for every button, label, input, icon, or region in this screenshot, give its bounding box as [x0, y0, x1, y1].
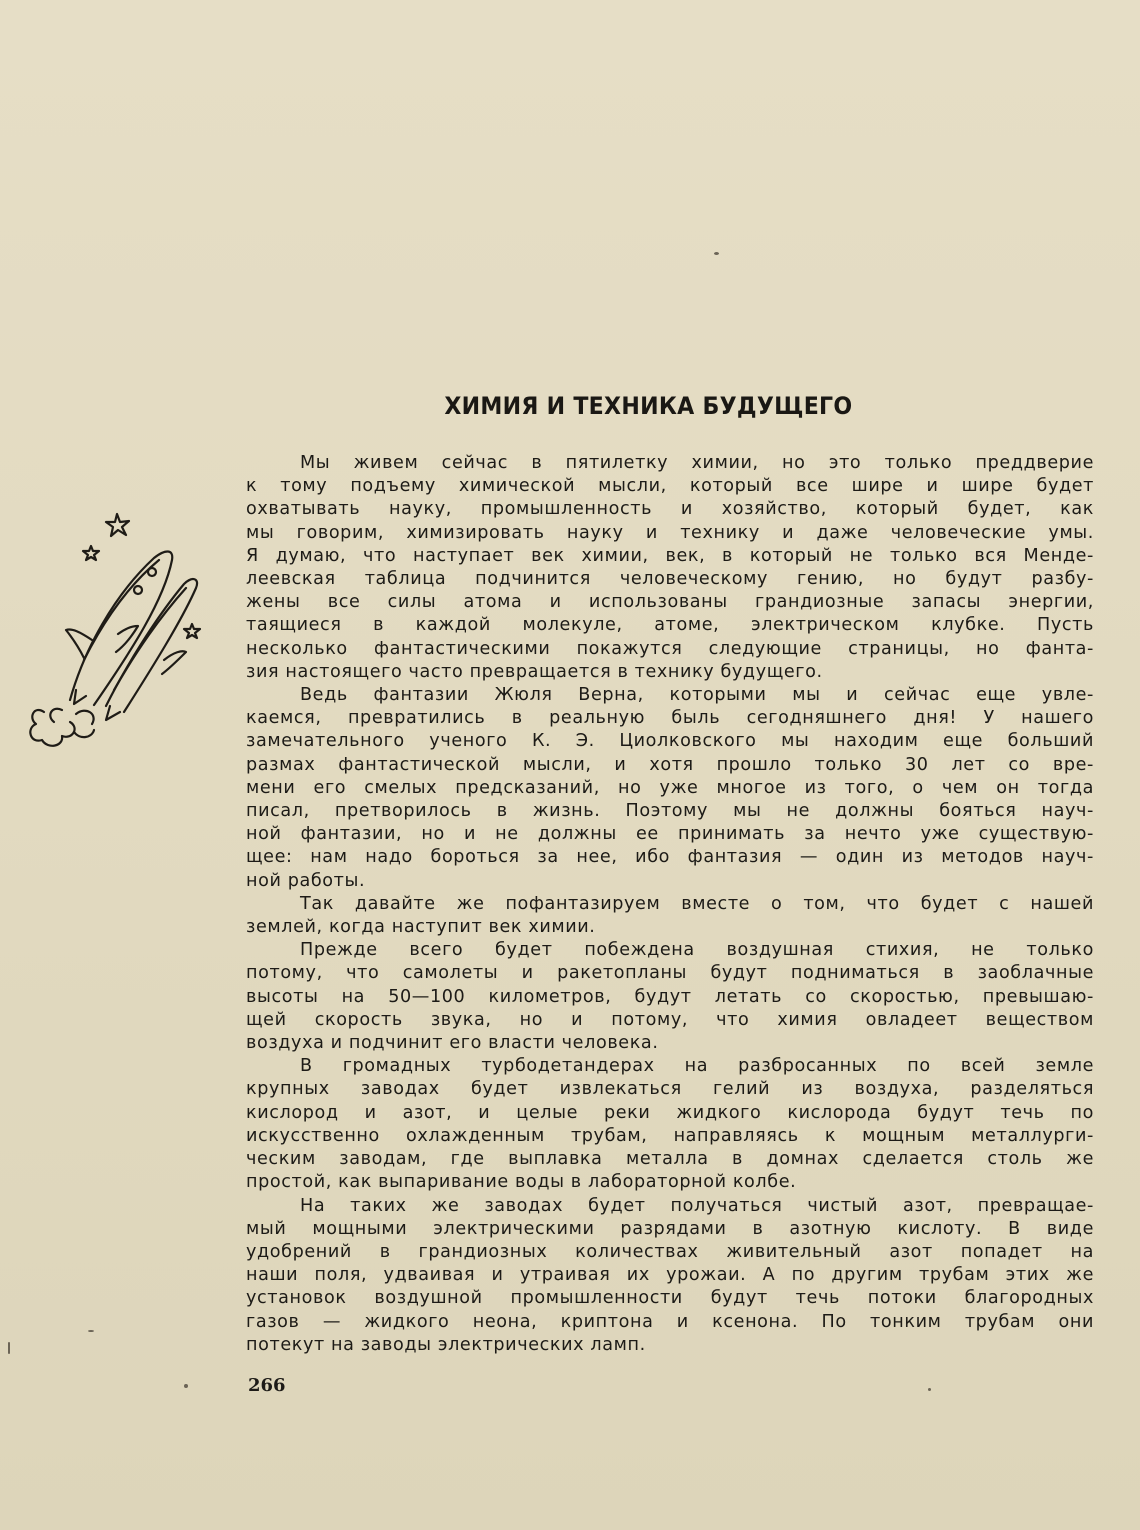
text-line: ческим заводам, где выплавка металла в домнах сделается столь же [246, 1149, 1094, 1170]
text-line: таящиеся в каждой молекуле, атоме, электрическом клубке. Пусть [246, 615, 1094, 636]
text-line: воздуха и подчинит его власти человека. [246, 1033, 659, 1054]
text-line: потекут на заводы электрических ламп. [246, 1334, 646, 1355]
text-line: наши поля, удваивая и утраивая их урожаи. А по другим трубам этих же [246, 1265, 1094, 1286]
text-line: леевская таблица подчинится человеческому гению, но будут разбу- [246, 569, 1094, 590]
text-line: простой, как выпаривание воды в лабораторной колбе. [246, 1172, 797, 1193]
text-line: высоты на 50—100 километров, будут летать со скоростью, превышаю- [246, 986, 1094, 1007]
text-line: газов — жидкого неона, криптона и ксенона. По тонким трубам они [246, 1311, 1094, 1332]
text-line: щей скорость звука, но и потому, что химия овладеет веществом [246, 1009, 1094, 1030]
article-body [246, 452, 1094, 1357]
paragraph-6 [246, 1195, 1094, 1357]
text-line: жены все силы атома и использованы грандиозные запасы энергии, [246, 592, 1094, 613]
text-line: охватывать науку, промышленность и хозяйство, который будет, как [246, 499, 1094, 520]
text-line: мени его смелых предсказаний, но уже многое из того, о чем он тогда [246, 777, 1094, 798]
text-line: зия настоящего часто превращается в технику будущего. [246, 661, 823, 682]
text-line: крупных заводах будет извлекаться гелий из воздуха, разделяться [246, 1079, 1094, 1100]
text-line: Ведь фантазии Жюля Верна, которыми мы и сейчас еще увле- [300, 685, 1094, 706]
text-line: В громадных турбодетандерах на разбросанных по всей земле [300, 1056, 1094, 1077]
text-line: несколько фантастическими покажутся следующие страницы, но фанта- [246, 638, 1094, 659]
text-line: потому, что самолеты и ракетопланы будут подниматься в заоблачные [246, 963, 1094, 984]
text-line: удобрений в грандиозных количествах живительный азот попадет на [246, 1241, 1094, 1262]
text-line: Мы живем сейчас в пятилетку химии, но это только преддверие [300, 453, 1094, 473]
text-line: щее: нам надо бороться за нее, ибо фантазия — один из методов науч- [246, 847, 1094, 868]
paper-speck [184, 1384, 188, 1388]
text-line: мый мощными электрическими разрядами в азотную кислоту. В виде [246, 1218, 1094, 1239]
paragraph-4 [246, 939, 1094, 1055]
paper-speck [928, 1388, 931, 1391]
page-number: 266 [248, 1375, 286, 1396]
paragraph-5 [246, 1055, 1094, 1194]
text-line: ной фантазии, но и не должны ее принимать за нечто уже существую- [246, 824, 1094, 845]
text-line: Прежде всего будет побеждена воздушная стихия, не только [300, 940, 1094, 961]
paragraph-1 [246, 452, 1094, 684]
rocket-with-stars-icon [14, 500, 214, 750]
text-line: мы говорим, химизировать науку и технику и даже человеческие умы. [246, 522, 1094, 543]
text-line: искусственно охлажденным трубам, направляясь к мощным металлурги- [246, 1125, 1094, 1146]
paper-speck [714, 252, 719, 255]
paper-speck [88, 1330, 94, 1332]
text-line: к тому подъему химической мысли, который все шире и шире будет [246, 476, 1094, 497]
text-line: замечательного ученого К. Э. Циолковского мы находим еще больший [246, 731, 1094, 752]
text-line: каемся, превратились в реальную быль сегодняшнего дня! У нашего [246, 708, 1094, 729]
text-line: кислород и азот, и целые реки жидкого кислорода будут течь по [246, 1102, 1094, 1123]
article-title: ХИМИЯ И ТЕХНИКА БУДУЩЕГО [444, 392, 853, 420]
text-line: ной работы. [246, 870, 366, 891]
paragraph-2 [246, 684, 1094, 893]
text-line: Я думаю, что наступает век химии, век, в который не только вся Менде- [246, 545, 1094, 566]
paper-speck [8, 1342, 10, 1354]
paragraph-3 [246, 893, 1094, 939]
text-line: установок воздушной промышленности будут течь потоки благородных [246, 1288, 1094, 1309]
text-line: писал, претворилось в жизнь. Поэтому мы не должны бояться науч- [246, 801, 1094, 822]
text-line: землей, когда наступит век химии. [246, 917, 596, 938]
text-line: На таких же заводах будет получаться чистый азот, превращае- [300, 1195, 1094, 1216]
text-line: Так давайте же пофантазируем вместе о том, что будет с нашей [300, 893, 1094, 914]
text-line: размах фантастической мысли, и хотя прошло только 30 лет со вре- [246, 754, 1094, 775]
